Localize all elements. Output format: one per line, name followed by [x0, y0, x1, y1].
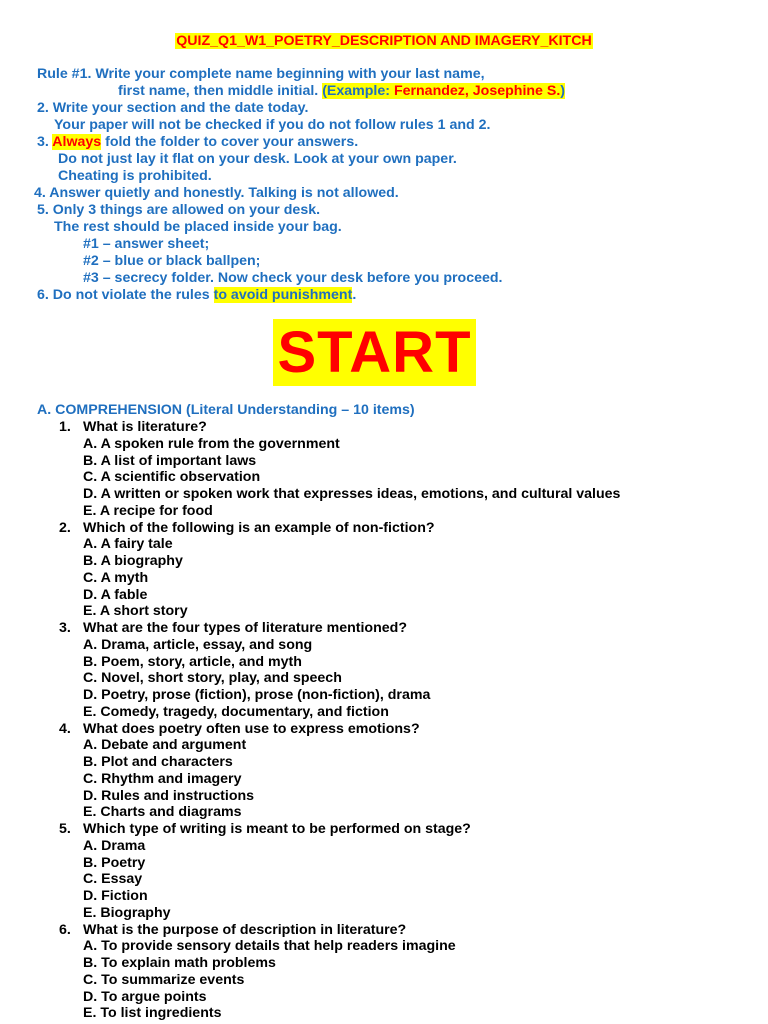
rule-6-end: . [352, 287, 357, 303]
question-6 [0, 922, 768, 939]
answer-option: E. To list ingredients [83, 1005, 222, 1022]
answer-option: A. To provide sensory details that help readers imagine [83, 938, 456, 955]
question-text: Which type of writing is meant to be performed on stage? [83, 821, 471, 837]
rule-3-rest: fold the folder to cover your answers. [101, 134, 359, 150]
answer-option: A. A spoken rule from the government [83, 435, 340, 452]
answer-option: A. Drama [83, 837, 146, 854]
rule-3-line-3: Cheating is prohibited. [58, 168, 212, 184]
answer-option: B. Plot and characters [83, 754, 233, 770]
answer-option: A. Drama, article, essay, and song [83, 636, 313, 653]
answer-option: E. A recipe for food [83, 502, 213, 519]
answer-option: C. To summarize events [83, 971, 245, 988]
quiz-title-text: QUIZ_Q1_W1_POETRY_DESCRIPTION AND IMAGERY_KITCH [176, 33, 592, 49]
start-banner: START [273, 319, 476, 386]
question-number-wrap [0, 520, 83, 537]
rule-6-highlight: to avoid punishment [213, 287, 353, 303]
answer-option: D. A fable [83, 586, 148, 603]
answer-option: D. Rules and instructions [83, 787, 255, 804]
rule-5-line-1: 5. Only 3 things are allowed on your desk. [37, 202, 321, 218]
question-3 [0, 620, 768, 637]
rule-1-text: first name, then middle initial. [118, 83, 323, 99]
question-number: 4. [59, 720, 71, 737]
question-5 [0, 821, 768, 838]
question-number-wrap [0, 620, 83, 637]
rule-3-line-1 [37, 134, 358, 151]
rule-3-number: 3. [37, 134, 53, 150]
rule-1-example-close: ) [560, 83, 566, 99]
question-text: What is literature? [83, 419, 207, 435]
rule-3-always: Always [52, 134, 102, 150]
quiz-title [0, 33, 768, 50]
question-number: 1. [59, 419, 71, 435]
question-number-wrap [0, 419, 83, 436]
rule-4: 4. Answer quietly and honestly. Talking is not allowed. [34, 185, 399, 201]
answer-option: C. A scientific observation [83, 469, 261, 486]
rule-2-line-1: 2. Write your section and the date today. [37, 100, 309, 116]
rule-5-item-3: #3 – secrecy folder. Now check your desk before you proceed. [83, 270, 503, 286]
rule-6 [37, 287, 356, 304]
answer-option: C. Essay [83, 871, 143, 888]
question-list [0, 419, 768, 1022]
rule-5-item-1: #1 – answer sheet; [83, 236, 210, 252]
answer-option: C. A myth [83, 569, 149, 586]
answer-option: A. Debate and argument [83, 737, 247, 754]
answer-option: B. Poem, story, article, and myth [83, 653, 302, 670]
question-number: 3. [59, 620, 71, 636]
answer-option: D. Fiction [83, 888, 148, 904]
question-number: 5. [59, 821, 71, 837]
question-2 [0, 520, 768, 537]
answer-option: D. Poetry, prose (fiction), prose (non-fiction), drama [83, 687, 431, 703]
section-heading: A. COMPREHENSION (Literal Understanding – 10 items) [37, 402, 415, 418]
rule-3-line-2: Do not just lay it flat on your desk. Look at your own paper. [58, 151, 457, 167]
rule-2-line-2: Your paper will not be checked if you do not follow rules 1 and 2. [54, 117, 491, 133]
answer-option: B. A biography [83, 553, 183, 569]
answer-option: E. Comedy, tragedy, documentary, and fiction [83, 703, 389, 720]
answer-option: D. A written or spoken work that expresses ideas, emotions, and cultural values [83, 486, 621, 502]
rule-5-item-2: #2 – blue or black ballpen; [83, 253, 261, 269]
question-number-wrap [0, 721, 83, 738]
question-text: What does poetry often use to express emotions? [83, 720, 420, 737]
rule-1-line-1: Rule #1. Write your complete name beginning with your last name, [37, 66, 485, 82]
answer-option: E. A short story [83, 603, 188, 620]
question-number-wrap [0, 922, 83, 939]
answer-option: E. Biography [83, 904, 171, 921]
question-number: 6. [59, 921, 71, 938]
answer-option: B. To explain math problems [83, 955, 276, 971]
answer-option: A. A fairy tale [83, 536, 173, 553]
question-number-wrap [0, 821, 83, 838]
answer-option: C. Rhythm and imagery [83, 770, 242, 787]
rule-1-example-name: Fernandez, Josephine S. [393, 83, 561, 99]
answer-option: D. To argue points [83, 988, 207, 1005]
answer-option: E. Charts and diagrams [83, 804, 242, 821]
answer-option: B. Poetry [83, 854, 146, 871]
question-number: 2. [59, 519, 71, 536]
rule-1-example-open: (Example: [322, 83, 394, 99]
answer-option: B. A list of important laws [83, 452, 257, 469]
question-text: Which of the following is an example of non-fiction? [83, 519, 435, 536]
question-4 [0, 721, 768, 738]
rule-1-example [322, 83, 565, 99]
question-text: What is the purpose of description in literature? [83, 921, 407, 938]
question-text: What are the four types of literature mentioned? [83, 620, 407, 636]
question-1 [0, 419, 768, 436]
rule-1-line-2 [118, 83, 565, 100]
rule-6-text: 6. Do not violate the rules [37, 287, 214, 303]
answer-option: C. Novel, short story, play, and speech [83, 670, 342, 687]
rule-5-line-2: The rest should be placed inside your bag. [54, 219, 342, 235]
